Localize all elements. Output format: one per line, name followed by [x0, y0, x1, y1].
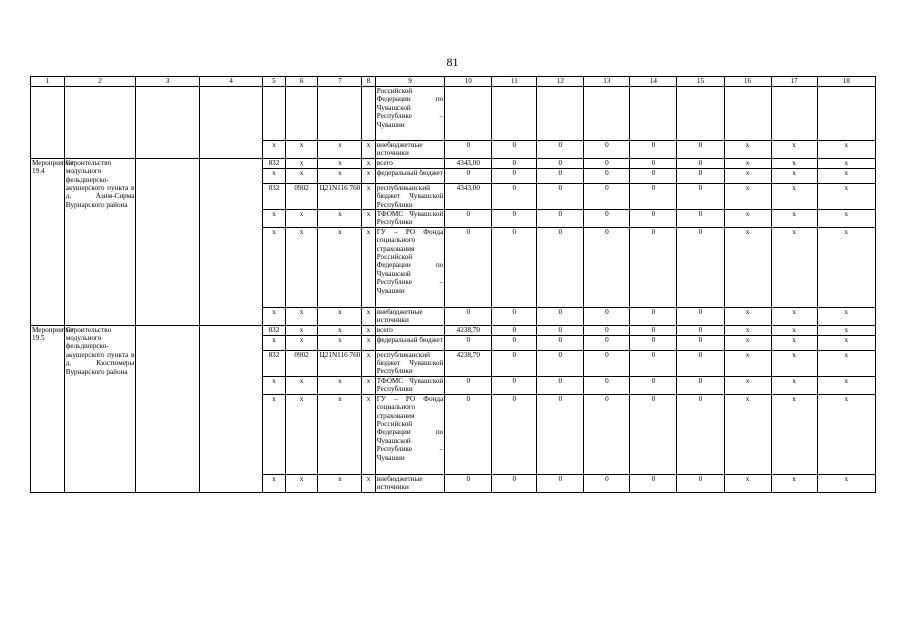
value-cell: 0 [445, 335, 492, 350]
value-cell: 0 [677, 307, 724, 325]
value-cell: 0 [677, 210, 724, 228]
col-7-cell: x [318, 474, 362, 492]
funding-source-cell: федеральный бюджет [375, 335, 445, 350]
value-cell: 0 [677, 141, 724, 159]
value-cell: 0 [630, 325, 677, 335]
funding-source-cell: ГУ – РО Фонда социального страхования Российской Федерации по Чувашской Республике – Чувашии [375, 394, 445, 474]
header-cell: 2 [64, 77, 136, 87]
value-cell: 0 [630, 141, 677, 159]
col-3-cell [136, 87, 199, 159]
col-7-cell [318, 87, 362, 141]
col-5-cell: 832 [263, 350, 286, 376]
value-cell: x [817, 376, 875, 394]
value-cell [537, 87, 584, 141]
value-cell: 0 [492, 376, 537, 394]
header-cell: 14 [630, 77, 677, 87]
value-cell: 0 [584, 141, 630, 159]
value-cell: 0 [584, 158, 630, 168]
funding-source-cell: Российской Федерации по Чувашской Республике – Чувашии [375, 87, 445, 141]
col-5-cell: x [263, 307, 286, 325]
value-cell: x [817, 168, 875, 183]
value-cell: 0 [492, 210, 537, 228]
col-7-cell: Ц21N116 760 [318, 183, 362, 209]
value-cell: x [724, 335, 771, 350]
funding-source-cell: внебюджетные источники [375, 474, 445, 492]
value-cell: 0 [677, 183, 724, 209]
value-cell: 0 [492, 325, 537, 335]
header-cell: 18 [817, 77, 875, 87]
event-name-cell: Строительство модульного фельдшерско-акушерского пункта в д. Кюстюмеры Вурнарского района [64, 325, 136, 492]
col-8-cell: x [362, 168, 375, 183]
col-6-cell: x [285, 307, 318, 325]
value-cell: 0 [630, 183, 677, 209]
col-5-cell: 832 [263, 158, 286, 168]
value-cell: 0 [445, 141, 492, 159]
value-cell: 0 [677, 474, 724, 492]
col-7-cell: x [318, 335, 362, 350]
value-cell: x [817, 307, 875, 325]
value-cell: 0 [584, 376, 630, 394]
table-row [31, 325, 876, 335]
value-cell: 0 [445, 210, 492, 228]
value-cell: 0 [630, 335, 677, 350]
value-cell: x [771, 474, 817, 492]
value-cell: 0 [537, 394, 584, 474]
value-cell: 0 [445, 376, 492, 394]
col-7-cell: Ц21N116 760 [318, 350, 362, 376]
col-7-cell: x [318, 141, 362, 159]
value-cell: x [817, 335, 875, 350]
col-6-cell [285, 87, 318, 141]
value-cell: x [771, 141, 817, 159]
event-label-cell [31, 87, 65, 159]
value-cell: 0 [584, 474, 630, 492]
col-5-cell: x [263, 335, 286, 350]
event-label-cell: Мероприятие 19.5 [31, 325, 65, 492]
value-cell [677, 87, 724, 141]
value-cell: x [771, 183, 817, 209]
col-6-cell: x [285, 210, 318, 228]
col-4-cell [199, 158, 262, 325]
col-5-cell: x [263, 168, 286, 183]
header-cell: 10 [445, 77, 492, 87]
value-cell: 0 [537, 183, 584, 209]
col-7-cell: x [318, 376, 362, 394]
value-cell: x [771, 325, 817, 335]
col-4-cell [199, 325, 262, 492]
value-cell: x [724, 350, 771, 376]
value-cell: 4238,70 [445, 325, 492, 335]
value-cell: x [724, 394, 771, 474]
col-6-cell: 0902 [285, 183, 318, 209]
funding-source-cell: ТФОМС Чувашской Республики [376, 376, 444, 394]
col-8-cell: x [362, 227, 375, 307]
event-label-cell: Мероприятие 19.4 [31, 158, 65, 325]
value-cell: x [771, 376, 817, 394]
value-cell: 0 [492, 227, 537, 307]
value-cell: 0 [584, 227, 630, 307]
col-6-cell: x [285, 158, 318, 168]
value-cell: x [771, 394, 817, 474]
col-5-cell: x [263, 376, 286, 394]
value-cell [724, 87, 771, 141]
header-cell: 6 [285, 77, 318, 87]
value-cell [584, 87, 630, 141]
value-cell: 0 [537, 307, 584, 325]
value-cell: 0 [630, 376, 677, 394]
value-cell: 0 [630, 350, 677, 376]
col-6-cell: 0902 [285, 350, 318, 376]
col-7-cell: x [318, 227, 362, 307]
value-cell: 0 [677, 227, 724, 307]
col-5-cell: 832 [263, 325, 286, 335]
value-cell: x [771, 227, 817, 307]
value-cell: 0 [584, 350, 630, 376]
value-cell: x [817, 141, 875, 159]
col-8-cell [362, 87, 375, 141]
col-8-cell: x [362, 350, 375, 376]
col-7-cell: x [318, 158, 362, 168]
value-cell: x [771, 168, 817, 183]
col-8-cell: x [362, 210, 375, 228]
value-cell: 0 [630, 307, 677, 325]
value-cell: 0 [445, 474, 492, 492]
funding-source-cell: ГУ – РО Фонда социального страхования Российской Федерации по Чувашской Республике – Чувашии [375, 227, 445, 307]
funding-source-cell: республиканский бюджет Чувашской Республики [376, 183, 444, 209]
header-cell: 5 [263, 77, 286, 87]
col-4-cell [199, 87, 262, 159]
value-cell [630, 87, 677, 141]
value-cell: 0 [677, 325, 724, 335]
value-cell: 0 [584, 335, 630, 350]
value-cell: 0 [537, 376, 584, 394]
col-8-cell: x [362, 474, 375, 492]
funding-source-cell: всего [375, 158, 445, 168]
value-cell: 0 [630, 227, 677, 307]
col-8-cell: x [362, 158, 375, 168]
value-cell: 0 [584, 394, 630, 474]
value-cell: 0 [537, 158, 584, 168]
event-name-cell: Строительство модульного фельдшерско-акушерского пункта в д. Азим-Сирма Вурнарского района [64, 158, 136, 325]
value-cell: 0 [630, 394, 677, 474]
value-cell: 0 [537, 141, 584, 159]
value-cell: 0 [445, 227, 492, 307]
value-cell: 0 [537, 168, 584, 183]
col-6-cell: x [285, 474, 318, 492]
value-cell: 0 [677, 158, 724, 168]
value-cell: 0 [677, 350, 724, 376]
value-cell: 0 [630, 210, 677, 228]
header-cell: 17 [771, 77, 817, 87]
value-cell: x [724, 227, 771, 307]
col-5-cell: x [263, 141, 286, 159]
value-cell: 0 [492, 335, 537, 350]
col-8-cell: x [362, 325, 375, 335]
value-cell: 4238,70 [445, 350, 492, 376]
header-cell: 15 [677, 77, 724, 87]
value-cell: x [724, 307, 771, 325]
value-cell: 0 [584, 168, 630, 183]
col-8-cell: x [362, 376, 375, 394]
value-cell: 0 [537, 350, 584, 376]
value-cell: x [817, 350, 875, 376]
col-5-cell [263, 87, 286, 141]
header-cell: 11 [492, 77, 537, 87]
value-cell: 4343,00 [445, 183, 492, 209]
header-cell: 9 [375, 77, 445, 87]
col-6-cell: x [285, 335, 318, 350]
value-cell: x [817, 158, 875, 168]
value-cell: x [724, 141, 771, 159]
value-cell: 0 [630, 168, 677, 183]
col-6-cell: x [285, 394, 318, 474]
col-5-cell: x [263, 210, 286, 228]
value-cell: x [771, 158, 817, 168]
col-5-cell: x [263, 394, 286, 474]
value-cell: 0 [445, 168, 492, 183]
value-cell: x [771, 307, 817, 325]
value-cell: x [817, 227, 875, 307]
header-cell: 8 [362, 77, 375, 87]
col-5-cell: x [263, 474, 286, 492]
value-cell: x [817, 183, 875, 209]
value-cell: 0 [584, 325, 630, 335]
value-cell: 0 [537, 210, 584, 228]
funding-source-cell: федеральный бюджет [375, 168, 445, 183]
col-3-cell [136, 325, 199, 492]
value-cell: x [817, 210, 875, 228]
value-cell: 0 [677, 376, 724, 394]
value-cell: 0 [537, 474, 584, 492]
col-8-cell: x [362, 394, 375, 474]
event-name-cell [64, 87, 136, 159]
value-cell: x [817, 474, 875, 492]
col-7-cell: x [318, 307, 362, 325]
col-7-cell: x [318, 210, 362, 228]
col-8-cell: x [362, 307, 375, 325]
value-cell: 0 [630, 474, 677, 492]
value-cell: 0 [445, 307, 492, 325]
value-cell: 0 [492, 394, 537, 474]
value-cell: 0 [584, 210, 630, 228]
value-cell [445, 87, 492, 141]
col-5-cell: x [263, 227, 286, 307]
col-7-cell: x [318, 394, 362, 474]
value-cell: x [771, 335, 817, 350]
value-cell: 0 [537, 227, 584, 307]
value-cell: x [817, 394, 875, 474]
value-cell: 0 [677, 335, 724, 350]
value-cell: 0 [492, 158, 537, 168]
value-cell: x [817, 325, 875, 335]
value-cell: x [724, 210, 771, 228]
header-cell: 13 [584, 77, 630, 87]
value-cell: 0 [492, 350, 537, 376]
col-6-cell: x [285, 376, 318, 394]
value-cell: 0 [630, 158, 677, 168]
funding-source-cell: внебюджетные источники [375, 307, 445, 325]
value-cell: x [724, 158, 771, 168]
col-6-cell: x [285, 227, 318, 307]
value-cell: x [724, 168, 771, 183]
value-cell: x [724, 474, 771, 492]
value-cell: x [724, 376, 771, 394]
col-3-cell [136, 158, 199, 325]
value-cell: 0 [677, 168, 724, 183]
value-cell: 0 [584, 183, 630, 209]
col-5-cell: 832 [263, 183, 286, 209]
col-7-cell: x [318, 325, 362, 335]
header-cell: 7 [318, 77, 362, 87]
value-cell: 0 [492, 474, 537, 492]
value-cell: 0 [445, 394, 492, 474]
page-number: 81 [446, 55, 459, 69]
funding-source-cell: внебюджетные источники [375, 141, 445, 159]
col-7-cell: x [318, 168, 362, 183]
value-cell [492, 87, 537, 141]
value-cell: x [771, 210, 817, 228]
value-cell: 0 [492, 141, 537, 159]
value-cell: 0 [677, 394, 724, 474]
header-row [31, 77, 876, 87]
col-8-cell: x [362, 335, 375, 350]
value-cell: 0 [492, 183, 537, 209]
header-cell: 3 [136, 77, 199, 87]
value-cell: x [724, 183, 771, 209]
col-8-cell: x [362, 141, 375, 159]
col-6-cell: x [285, 141, 318, 159]
funding-source-cell: всего [375, 325, 445, 335]
value-cell: 0 [537, 325, 584, 335]
value-cell: 4343,00 [445, 158, 492, 168]
header-cell: 12 [537, 77, 584, 87]
header-cell: 16 [724, 77, 771, 87]
funding-source-cell: ТФОМС Чувашской Республики [376, 210, 444, 227]
value-cell: 0 [584, 307, 630, 325]
table-row [31, 158, 876, 168]
header-cell: 1 [31, 77, 65, 87]
value-cell: x [771, 350, 817, 376]
budget-table [30, 76, 876, 493]
value-cell: 0 [537, 335, 584, 350]
funding-source-cell: республиканский бюджет Чувашской Республики [376, 350, 444, 376]
value-cell: x [724, 325, 771, 335]
value-cell: 0 [492, 168, 537, 183]
col-6-cell: x [285, 325, 318, 335]
table-row [31, 87, 876, 141]
header-cell: 4 [199, 77, 262, 87]
value-cell [817, 87, 875, 141]
col-6-cell: x [285, 168, 318, 183]
value-cell [771, 87, 817, 141]
col-8-cell: x [362, 183, 375, 209]
value-cell: 0 [492, 307, 537, 325]
